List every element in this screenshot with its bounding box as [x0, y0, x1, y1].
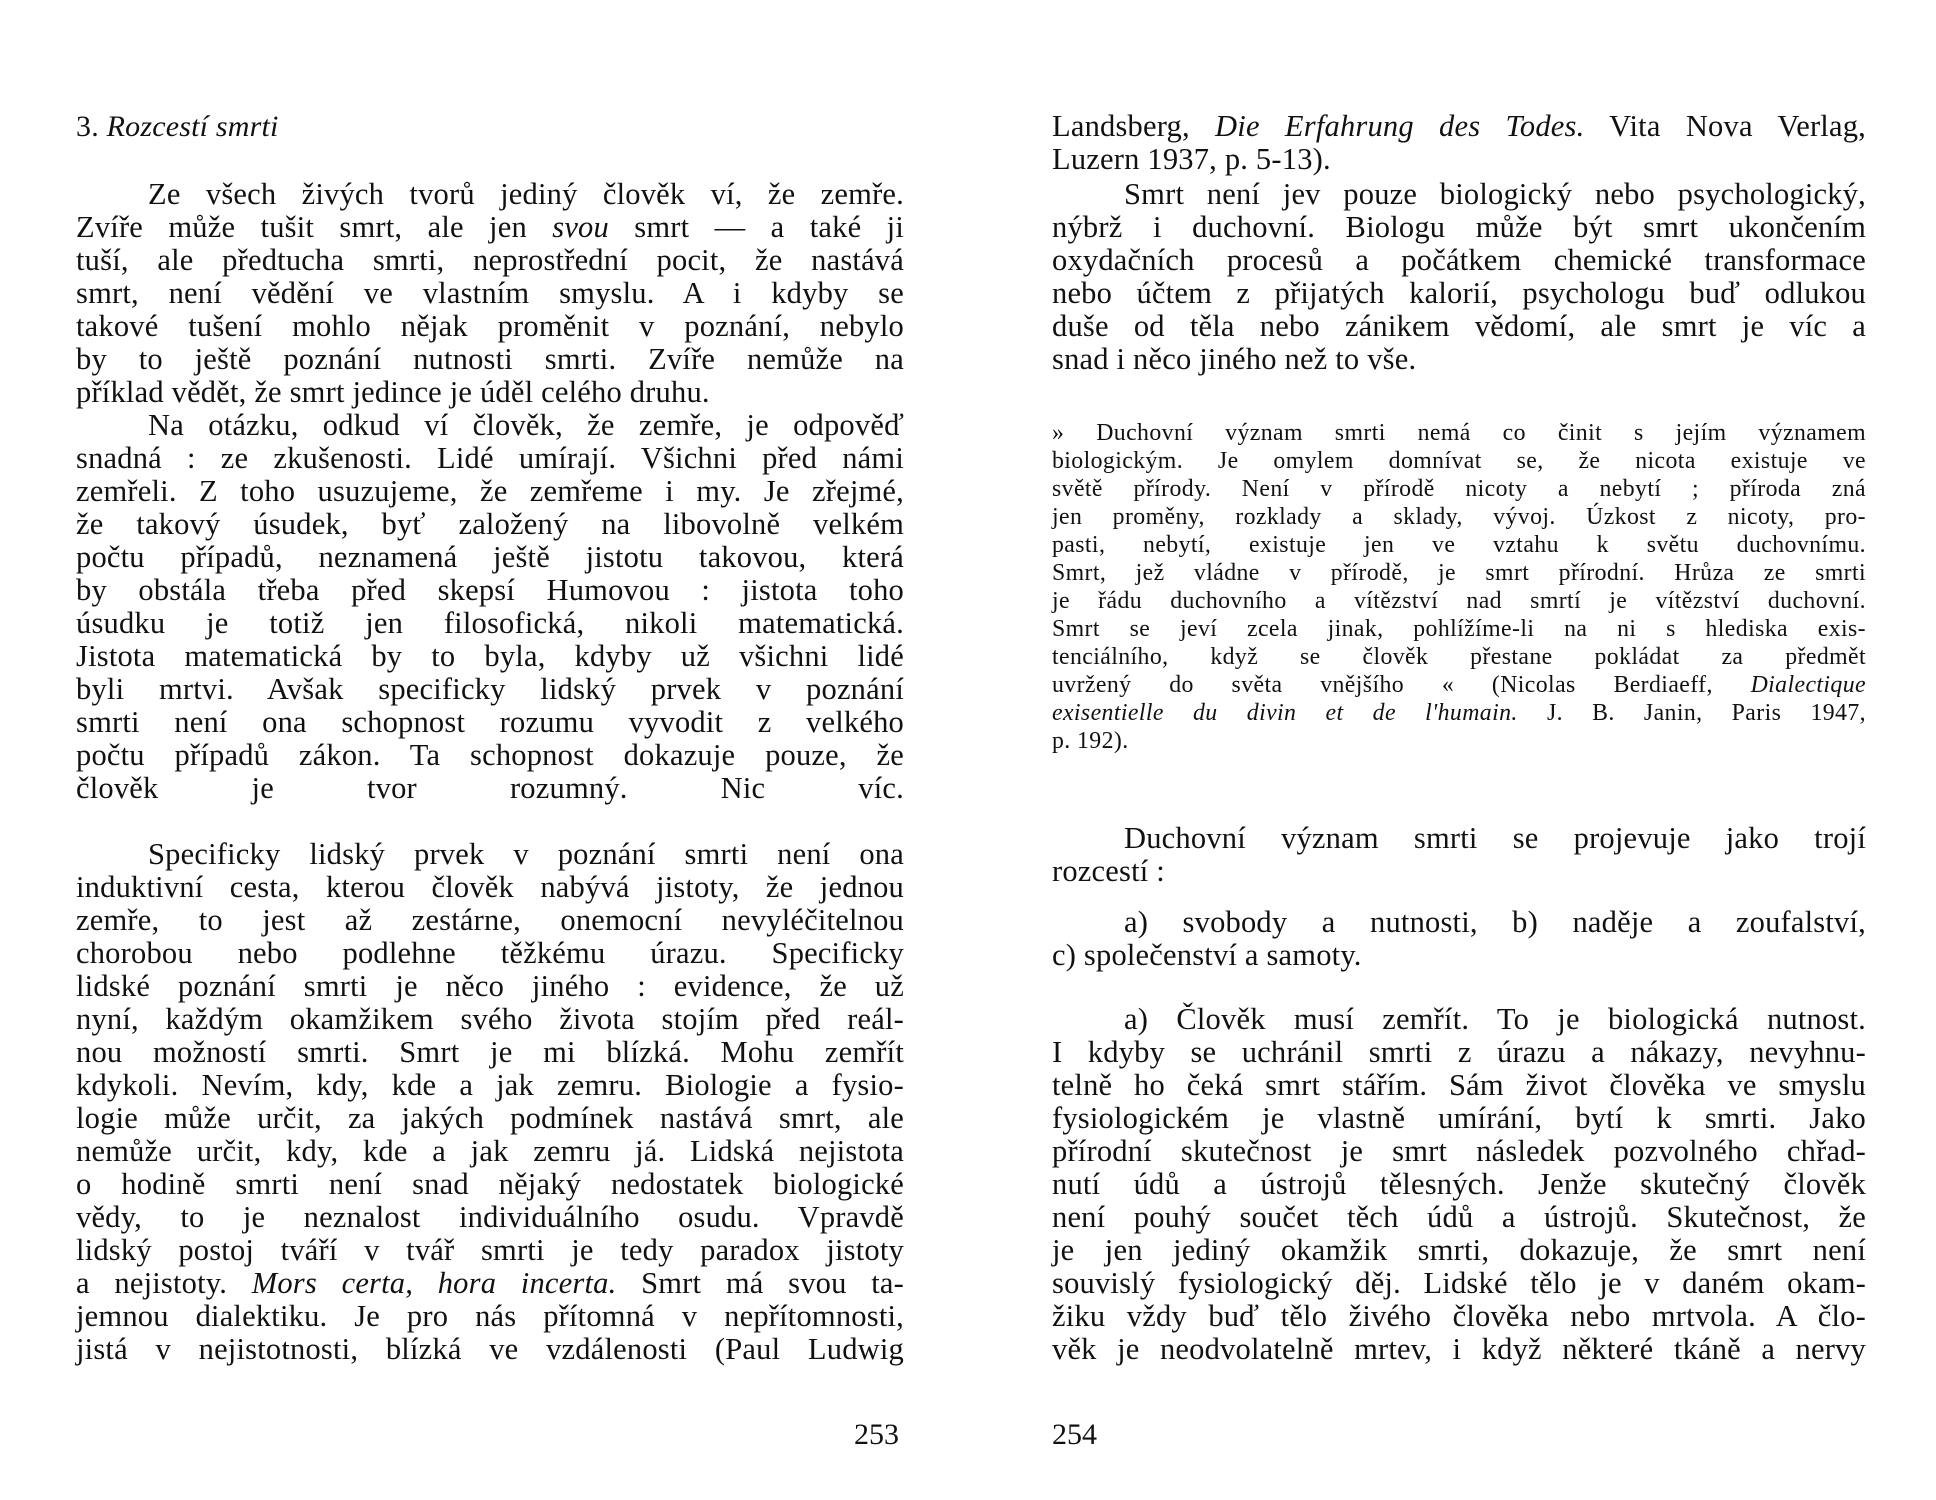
text-line: Luzern 1937, p. 5-13).: [1052, 142, 1331, 176]
text-line: Jistota matematická by to byla, kdyby už všichni lidé: [76, 639, 904, 673]
text-line-part: Smrt má svou ta-: [616, 1266, 904, 1300]
emphasis-book-title: exisentielle du divin et de l'humain.: [1052, 700, 1518, 726]
text-line: není pouhý součet těch údů a ústrojů. Skutečnost, že: [1052, 1200, 1866, 1234]
text-line: úsudku je totiž jen filosofická, nikoli matematická.: [76, 606, 904, 640]
emphasis-svou: svou: [552, 210, 609, 244]
text-line: vědy, to je neznalost individuálního osudu. Vpravdě: [76, 1200, 904, 1234]
quote-line-part: uvržený do světa vnějšího « (Nicolas Berdiaeff,: [1052, 672, 1751, 698]
text-line: je jen jediný okamžik smrti, dokazuje, že smrt není: [1052, 1233, 1866, 1267]
text-line: by obstála třeba před skepsí Humovou : jistota toho: [76, 573, 904, 607]
text-line: člověk je tvor rozumný. Nic víc.: [76, 771, 904, 805]
text-line: Duchovní význam smrti se projevuje jako trojí: [1124, 821, 1866, 855]
text-line: zemře, to jest až zestárne, onemocní nevyléčitelnou: [76, 903, 904, 937]
text-line: věk je neodvolatelně mrtev, i když některé tkáně a nervy: [1052, 1332, 1866, 1366]
text-line: induktivní cesta, kterou člověk nabývá jistoty, že jednou: [76, 870, 904, 904]
text-line: počtu případů, neznamená ještě jistotu takovou, která: [76, 540, 904, 574]
quote-line-part: J. B. Janin, Paris 1947,: [1517, 700, 1866, 726]
text-line: souvislý fysiologický děj. Lidské tělo je v daném okam-: [1052, 1266, 1866, 1300]
text-line: nou možností smrti. Smrt je mi blízká. Mohu zemřít: [76, 1035, 904, 1069]
section-heading: [76, 110, 904, 143]
quote-line: biologickým. Je omylem domnívat se, že nicota existuje ve: [1052, 448, 1866, 474]
quote-line: [1052, 672, 1866, 699]
text-line: nemůže určit, kdy, kde a jak zemru já. Lidská nejistota: [76, 1134, 904, 1168]
section-title: Rozcestí smrti: [106, 110, 279, 143]
text-line: a) Člověk musí zemřít. To je biologická nutnost.: [1124, 1002, 1866, 1036]
text-line: že takový úsudek, byť založený na libovolně velkém: [76, 507, 904, 541]
quote-line: Smrt se jeví zcela jinak, pohlížíme-li na ni s hlediska exis-: [1052, 616, 1866, 642]
text-line: lidské poznání smrti je něco jiného : evidence, že už: [76, 969, 904, 1003]
text-line: [1052, 110, 1866, 143]
text-line: nebo účtem z přijatých kalorií, psychologu buď odlukou: [1052, 276, 1866, 310]
text-line: jistá v nejistotnosti, blízká ve vzdálenosti (Paul Ludwig: [76, 1332, 904, 1366]
text-line: oxydačních procesů a počátkem chemické transformace: [1052, 243, 1866, 277]
text-line: by to ještě poznání nutnosti smrti. Zvíře nemůže na: [76, 342, 904, 376]
quote-line: » Duchovní význam smrti nemá co činit s jejím významem: [1052, 420, 1866, 446]
quote-line: je řádu duchovního a vítězství nad smrtí je vítězství duchovní.: [1052, 588, 1866, 614]
text-line: žiku vždy buď tělo živého člověka nebo mrtvola. A člo-: [1052, 1299, 1866, 1333]
text-line-part: Zvíře může tušit smrt, ale jen: [76, 210, 553, 244]
text-line: lidský postoj tváří v tvář smrti je tedy paradox jistoty: [76, 1233, 904, 1267]
text-line: telně ho čeká smrt stářím. Sám život člověka ve smyslu: [1052, 1068, 1866, 1102]
text-line: a) svobody a nutnosti, b) naděje a zoufalství,: [1124, 905, 1866, 939]
text-line: kdykoli. Nevím, kdy, kde a jak zemru. Biologie a fysio-: [76, 1068, 904, 1102]
text-line: byli mrtvi. Avšak specificky lidský prvek v poznání: [76, 672, 904, 706]
text-line: nyní, každým okamžikem svého života stojím před reál-: [76, 1002, 904, 1036]
text-line: smrti není ona schopnost rozumu vyvodit z velkého: [76, 705, 904, 739]
quote-line: pasti, nebytí, existuje jen ve vztahu k světu duchovnímu.: [1052, 532, 1866, 558]
text-line: snad i něco jiného než to vše.: [1052, 342, 1417, 376]
text-line: počtu případů zákon. Ta schopnost dokazuje pouze, že: [76, 738, 904, 772]
text-line: [76, 1267, 904, 1300]
text-line: takové tušení mohlo nějak proměnit v poznání, nebylo: [76, 309, 904, 343]
text-line: snadná : ze zkušenosti. Lidé umírají. Všichni před námi: [76, 441, 904, 475]
text-line-part: smrt — a také ji: [608, 210, 904, 244]
text-line: Ze všech živých tvorů jediný člověk ví, že zemře.: [148, 177, 904, 211]
text-line-part: Landsberg,: [1052, 109, 1216, 143]
text-line: duše od těla nebo zánikem vědomí, ale smrt je víc a: [1052, 309, 1866, 343]
text-line-part: Vita Nova Verlag,: [1584, 109, 1866, 143]
quote-line: jen proměny, rozklady a sklady, vývoj. Úzkost z nicoty, pro-: [1052, 504, 1866, 530]
text-line: přírodní skutečnost je smrt následek pozvolného chřad-: [1052, 1134, 1866, 1168]
text-line-part: a nejistoty.: [76, 1266, 252, 1300]
quote-line: Smrt, jež vládne v přírodě, je smrt přírodní. Hrůza ze smrti: [1052, 560, 1866, 586]
emphasis-latin: Mors certa, hora incerta.: [251, 1266, 617, 1300]
text-line: [76, 211, 904, 244]
emphasis-book-title: Dialectique: [1750, 672, 1866, 698]
text-line: jemnou dialektiku. Je pro nás přítomná v nepřítomnosti,: [76, 1299, 904, 1333]
quote-line: tenciálního, když se člověk přestane pokládat za předmět: [1052, 644, 1866, 670]
text-line: I kdyby se uchránil smrti z úrazu a nákazy, nevyhnu-: [1052, 1035, 1866, 1069]
quote-line: p. 192).: [1052, 728, 1129, 754]
text-line: nutí údů a ústrojů tělesných. Jenže skutečný člověk: [1052, 1167, 1866, 1201]
text-line: Na otázku, odkud ví člověk, že zemře, je odpověď: [148, 408, 904, 442]
text-line: chorobou nebo podlehne těžkému úrazu. Specificky: [76, 936, 904, 970]
text-line: fysiologickém je vlastně umírání, bytí k smrti. Jako: [1052, 1101, 1866, 1135]
quote-line: světě přírody. Není v přírodě nicoty a nebytí ; příroda zná: [1052, 476, 1866, 502]
text-line: zemřeli. Z toho usuzujeme, že zemřeme i my. Je zřejmé,: [76, 474, 904, 508]
text-line: rozcestí :: [1052, 854, 1165, 888]
text-line: nýbrž i duchovní. Biologu může být smrt ukončením: [1052, 210, 1866, 244]
quote-line: [1052, 700, 1866, 727]
page-number: 254: [1052, 1418, 1097, 1451]
text-line: příklad vědět, že smrt jedince je úděl celého druhu.: [76, 375, 710, 409]
text-line: c) společenství a samoty.: [1052, 938, 1362, 972]
text-line: tuší, ale předtucha smrti, neprostřední pocit, že nastává: [76, 243, 904, 277]
text-line: Smrt není jev pouze biologický nebo psychologický,: [1124, 177, 1866, 211]
text-line: o hodině smrti není snad nějaký nedostatek biologické: [76, 1167, 904, 1201]
section-number: 3.: [76, 110, 99, 143]
text-line: smrt, není vědění ve vlastním smyslu. A i kdyby se: [76, 276, 904, 310]
emphasis-book-title: Die Erfahrung des Todes.: [1215, 109, 1585, 143]
text-line: logie může určit, za jakých podmínek nastává smrt, ale: [76, 1101, 904, 1135]
page-number: 253: [854, 1418, 899, 1451]
text-line: Specificky lidský prvek v poznání smrti není ona: [148, 837, 904, 871]
